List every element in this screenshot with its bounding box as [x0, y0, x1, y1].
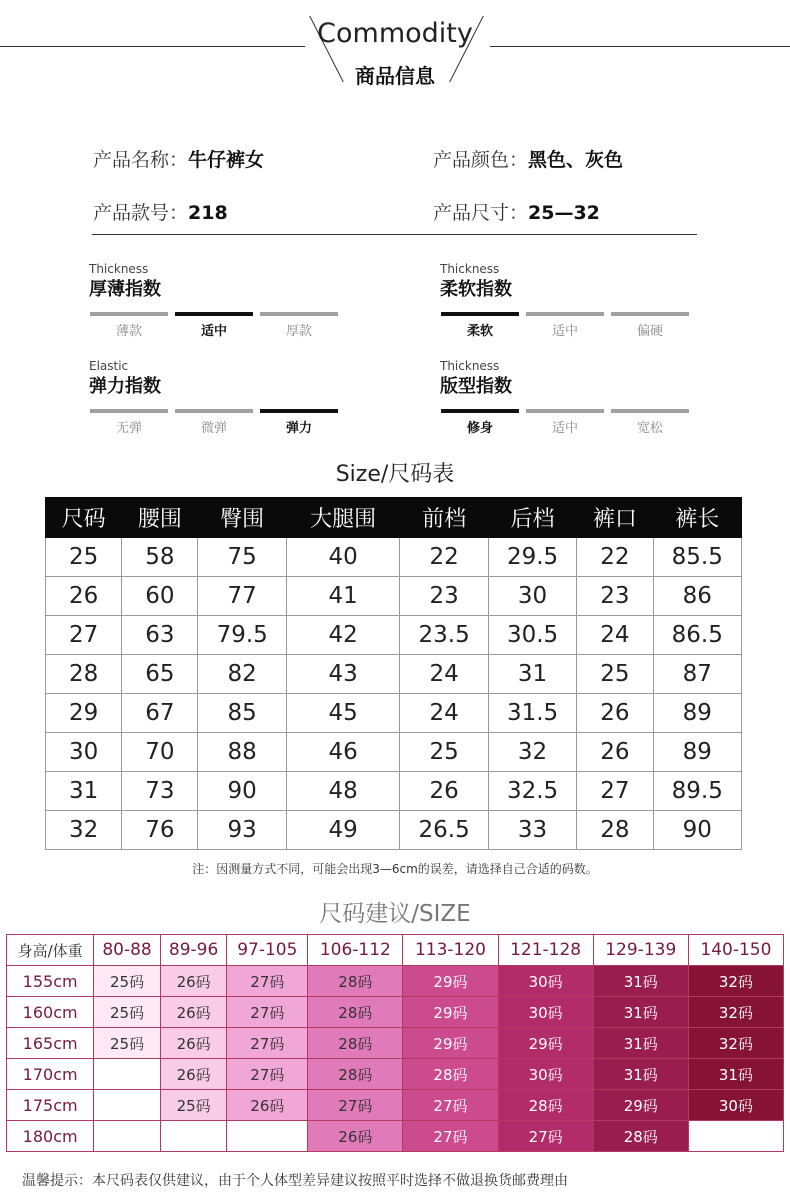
size-cell: 33 — [488, 811, 576, 850]
weight-header: 97-105 — [227, 935, 308, 966]
height-label: 175cm — [7, 1090, 94, 1121]
size-cell: 85 — [198, 694, 286, 733]
product-color-label: 产品颜色： — [433, 149, 529, 171]
index-option: 厚款 — [285, 324, 312, 339]
size-suggestion-cell: 26码 — [227, 1090, 308, 1121]
size-cell: 86.5 — [653, 616, 741, 655]
size-cell: 89 — [653, 733, 741, 772]
table-row — [46, 811, 742, 850]
table-row — [7, 997, 784, 1028]
size-cell: 88 — [198, 733, 286, 772]
size-table-header — [46, 498, 742, 538]
size-cell: 90 — [198, 772, 286, 811]
size-cell: 85.5 — [653, 538, 741, 577]
size-suggestion-cell — [688, 1121, 783, 1152]
size-suggestion-cell — [94, 1121, 161, 1152]
index-bar — [175, 312, 253, 316]
size-cell: 27 — [46, 616, 122, 655]
index-option: 修身 — [466, 421, 493, 436]
index-option: 适中 — [551, 324, 578, 339]
height-label: 160cm — [7, 997, 94, 1028]
info-divider — [92, 234, 697, 235]
size-cell: 76 — [122, 811, 198, 850]
index-label-en: Thickness — [440, 262, 500, 276]
size-header-cell: 裤长 — [653, 498, 741, 538]
size-cell: 75 — [198, 538, 286, 577]
size-suggestion-cell: 27码 — [227, 997, 308, 1028]
table-row — [46, 733, 742, 772]
size-cell: 26.5 — [400, 811, 488, 850]
size-cell: 24 — [400, 694, 488, 733]
size-cell: 25 — [46, 538, 122, 577]
size-suggestion-cell: 31码 — [593, 997, 688, 1028]
size-cell: 27 — [577, 772, 653, 811]
table-row — [46, 655, 742, 694]
size-cell: 41 — [286, 577, 400, 616]
index-option: 微弹 — [200, 421, 227, 436]
size-table-body — [46, 538, 742, 850]
size-cell: 26 — [577, 694, 653, 733]
product-model — [93, 198, 228, 225]
height-label: 165cm — [7, 1028, 94, 1059]
index-label-en: Thickness — [440, 359, 500, 373]
index-title: 版型指数 — [440, 376, 512, 397]
size-suggestion-cell: 29码 — [403, 997, 498, 1028]
suggestion-title: 尺码建议/SIZE — [319, 901, 471, 927]
size-suggestion-cell: 31码 — [593, 966, 688, 997]
size-suggestion-cell: 31码 — [593, 1059, 688, 1090]
index-title: 厚薄指数 — [89, 279, 161, 300]
size-suggestion-cell: 27码 — [403, 1090, 498, 1121]
size-suggestion-cell: 27码 — [403, 1121, 498, 1152]
index-option: 无弹 — [115, 421, 142, 436]
size-cell: 82 — [198, 655, 286, 694]
table-row — [7, 1121, 784, 1152]
table-row — [7, 1028, 784, 1059]
size-cell: 45 — [286, 694, 400, 733]
product-name-label: 产品名称： — [93, 149, 189, 171]
size-header-cell: 尺码 — [46, 498, 122, 538]
product-name — [93, 145, 264, 172]
index-bar — [441, 312, 519, 316]
size-cell: 23.5 — [400, 616, 488, 655]
product-size-label: 产品尺寸： — [433, 202, 529, 224]
size-cell: 89 — [653, 694, 741, 733]
weight-header: 121-128 — [498, 935, 593, 966]
weight-header: 113-120 — [403, 935, 498, 966]
size-suggestion-cell — [94, 1090, 161, 1121]
size-cell: 28 — [46, 655, 122, 694]
size-cell: 63 — [122, 616, 198, 655]
size-suggestion-cell: 26码 — [308, 1121, 403, 1152]
size-suggestion-cell: 26码 — [160, 966, 227, 997]
size-cell: 46 — [286, 733, 400, 772]
size-cell: 32.5 — [488, 772, 576, 811]
size-suggestion-cell: 28码 — [403, 1059, 498, 1090]
index-bar — [260, 409, 338, 413]
table-row — [7, 966, 784, 997]
size-cell: 93 — [198, 811, 286, 850]
table-row — [46, 616, 742, 655]
size-cell: 25 — [577, 655, 653, 694]
index-option: 宽松 — [636, 421, 663, 436]
size-suggestion-cell: 32码 — [688, 997, 783, 1028]
size-suggestion-cell: 27码 — [227, 1028, 308, 1059]
footer-tip: 温馨提示：本尺码表仅供建议，由于个人体型差异建议按照平时选择不做退换货邮费理由 — [22, 1173, 568, 1189]
size-suggestion-cell: 27码 — [308, 1090, 403, 1121]
index-title: 柔软指数 — [440, 279, 512, 300]
size-cell: 86 — [653, 577, 741, 616]
size-suggestion-cell: 29码 — [403, 966, 498, 997]
size-cell: 65 — [122, 655, 198, 694]
index-label-en: Elastic — [89, 359, 129, 373]
header-title-en: Commodity — [317, 18, 473, 49]
size-cell: 58 — [122, 538, 198, 577]
suggestion-header — [7, 935, 784, 966]
size-suggestion-cell: 31码 — [593, 1028, 688, 1059]
index-bar — [611, 312, 689, 316]
size-suggestion-cell: 29码 — [498, 1028, 593, 1059]
size-cell: 26 — [400, 772, 488, 811]
index-title: 弹力指数 — [89, 376, 161, 397]
index-bar — [260, 312, 338, 316]
size-cell: 26 — [577, 733, 653, 772]
size-cell: 67 — [122, 694, 198, 733]
index-bar — [441, 409, 519, 413]
size-cell: 23 — [577, 577, 653, 616]
size-cell: 29 — [46, 694, 122, 733]
table-row — [46, 772, 742, 811]
header-title-cn: 商品信息 — [355, 64, 435, 88]
table-row — [7, 1059, 784, 1090]
size-cell: 26 — [46, 577, 122, 616]
size-cell: 87 — [653, 655, 741, 694]
size-suggestion-cell: 25码 — [94, 966, 161, 997]
table-row — [46, 577, 742, 616]
size-cell: 31 — [46, 772, 122, 811]
size-cell: 22 — [400, 538, 488, 577]
table-row — [46, 538, 742, 577]
product-size — [433, 198, 600, 225]
size-suggestion-cell — [160, 1121, 227, 1152]
size-cell: 42 — [286, 616, 400, 655]
weight-header: 89-96 — [160, 935, 227, 966]
size-cell: 48 — [286, 772, 400, 811]
size-suggestion-cell: 28码 — [593, 1121, 688, 1152]
size-suggestion-cell: 27码 — [227, 1059, 308, 1090]
index-bar — [175, 409, 253, 413]
size-table — [45, 497, 742, 850]
size-cell: 23 — [400, 577, 488, 616]
size-cell: 28 — [577, 811, 653, 850]
size-cell: 24 — [577, 616, 653, 655]
size-suggestion-cell: 26码 — [160, 997, 227, 1028]
size-cell: 30.5 — [488, 616, 576, 655]
size-suggestion-cell: 25码 — [94, 1028, 161, 1059]
weight-header: 129-139 — [593, 935, 688, 966]
size-suggestion-cell: 25码 — [94, 997, 161, 1028]
size-suggestion-cell — [94, 1059, 161, 1090]
size-cell: 60 — [122, 577, 198, 616]
size-table-title: Size/尺码表 — [335, 462, 455, 487]
size-cell: 89.5 — [653, 772, 741, 811]
index-bar — [90, 409, 168, 413]
size-suggestion-cell: 28码 — [308, 997, 403, 1028]
size-cell: 29.5 — [488, 538, 576, 577]
size-suggestion-cell: 28码 — [308, 1059, 403, 1090]
product-model-label: 产品款号： — [93, 202, 189, 224]
size-suggestion-cell: 25码 — [160, 1090, 227, 1121]
size-cell: 31 — [488, 655, 576, 694]
size-header-cell: 臀围 — [198, 498, 286, 538]
table-row — [46, 694, 742, 733]
size-header-cell: 后档 — [488, 498, 576, 538]
size-cell: 90 — [653, 811, 741, 850]
size-cell: 30 — [488, 577, 576, 616]
height-label: 155cm — [7, 966, 94, 997]
size-suggestion-cell: 29码 — [403, 1028, 498, 1059]
size-cell: 77 — [198, 577, 286, 616]
size-header-cell: 前档 — [400, 498, 488, 538]
product-name-value: 牛仔裤女 — [188, 149, 265, 171]
size-suggestion-cell: 30码 — [498, 1059, 593, 1090]
weight-header: 140-150 — [688, 935, 783, 966]
height-label: 180cm — [7, 1121, 94, 1152]
height-label: 170cm — [7, 1059, 94, 1090]
size-cell: 30 — [46, 733, 122, 772]
size-cell: 43 — [286, 655, 400, 694]
size-suggestion-cell: 32码 — [688, 1028, 783, 1059]
index-bar — [526, 409, 604, 413]
size-cell: 73 — [122, 772, 198, 811]
size-cell: 22 — [577, 538, 653, 577]
size-suggestion-cell: 28码 — [308, 1028, 403, 1059]
product-model-value: 218 — [188, 202, 228, 224]
size-cell: 32 — [46, 811, 122, 850]
size-suggestion-cell — [227, 1121, 308, 1152]
product-size-value: 25—32 — [528, 202, 600, 224]
table-row — [7, 1090, 784, 1121]
index-option: 薄款 — [115, 324, 142, 339]
size-suggestion-cell: 28码 — [308, 966, 403, 997]
size-cell: 25 — [400, 733, 488, 772]
measurement-note: 注：因测量方式不同，可能会出现3—6cm的误差，请选择自己合适的码数。 — [192, 862, 598, 876]
suggestion-corner: 身高/体重 — [7, 935, 94, 966]
size-suggestion-cell: 29码 — [593, 1090, 688, 1121]
size-cell: 24 — [400, 655, 488, 694]
suggestion-body — [7, 966, 784, 1152]
index-option: 柔软 — [466, 324, 493, 339]
size-suggestion-cell: 30码 — [498, 997, 593, 1028]
index-bar — [90, 312, 168, 316]
size-suggestion-cell: 31码 — [688, 1059, 783, 1090]
size-suggestion-cell: 30码 — [688, 1090, 783, 1121]
index-option: 适中 — [200, 324, 227, 339]
size-suggestion-cell: 27码 — [227, 966, 308, 997]
size-header-cell: 裤口 — [577, 498, 653, 538]
size-cell: 49 — [286, 811, 400, 850]
index-label-en: Thickness — [89, 262, 149, 276]
size-suggestion-cell: 30码 — [498, 966, 593, 997]
index-bar — [526, 312, 604, 316]
size-header-cell: 大腿围 — [286, 498, 400, 538]
weight-header: 106-112 — [308, 935, 403, 966]
size-suggestion-cell: 28码 — [498, 1090, 593, 1121]
size-suggestion-cell: 26码 — [160, 1028, 227, 1059]
size-suggestion-cell: 26码 — [160, 1059, 227, 1090]
product-color — [433, 145, 623, 172]
size-cell: 79.5 — [198, 616, 286, 655]
index-option: 弹力 — [285, 421, 312, 436]
index-option: 偏硬 — [636, 324, 663, 339]
index-bar — [611, 409, 689, 413]
size-cell: 40 — [286, 538, 400, 577]
product-color-value: 黑色、灰色 — [528, 149, 624, 171]
weight-header: 80-88 — [94, 935, 161, 966]
size-suggestion-cell: 27码 — [498, 1121, 593, 1152]
size-cell: 32 — [488, 733, 576, 772]
size-header-cell: 腰围 — [122, 498, 198, 538]
suggestion-table — [6, 934, 784, 1152]
size-cell: 31.5 — [488, 694, 576, 733]
size-cell: 70 — [122, 733, 198, 772]
size-suggestion-cell: 32码 — [688, 966, 783, 997]
index-option: 适中 — [551, 421, 578, 436]
